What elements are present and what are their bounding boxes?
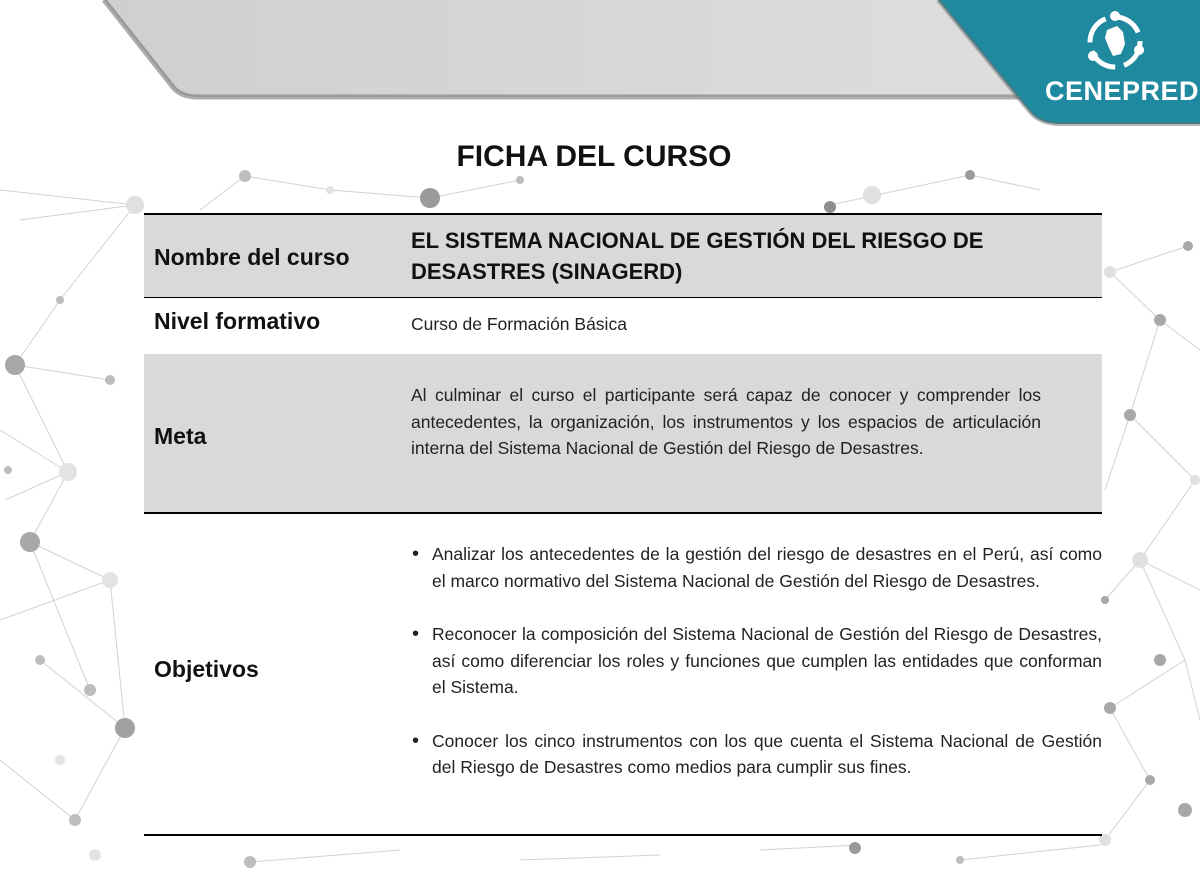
objective-item: • Analizar los antecedentes de la gestión del riesgo de desastres en el Perú, así como el marco normativo del Sistema Nacional de Gestión del Riesgo de Desastres.: [412, 541, 1102, 594]
row-course-name: [144, 215, 1102, 297]
table-bottom-border: [144, 834, 1102, 836]
brand-name: CENEPRED: [1045, 76, 1200, 106]
objectives-list: [412, 541, 1102, 781]
cenepred-logo-icon: [1083, 10, 1147, 74]
objectives-list-container: [412, 541, 1102, 808]
objectives-label: Objetivos: [154, 656, 259, 682]
network-nodes-right: [1099, 241, 1200, 846]
network-pattern-right: [1105, 246, 1200, 840]
level-label: Nivel formativo: [154, 308, 321, 334]
objective-item: • Reconocer la composición del Sistema Nacional de Gestión del Riesgo de Desastres, así como diferenciar los roles y funciones que cumplen las entidades que conforman el Sistema.: [412, 621, 1102, 701]
row-level: [144, 298, 1102, 354]
row-goal: [144, 354, 1102, 512]
row-objectives: [144, 514, 1102, 834]
goal-value: Al culminar el curso el participante será capaz de conocer y comprender los antecedentes, la organización, los instrumentos y los espacios de articulación interna del Sistema Nacional de Gestión del Riesgo de Desastres.: [411, 385, 1041, 458]
goal-label: Meta: [154, 423, 207, 449]
top-banner: [104, 0, 1042, 97]
course-name-label: Nombre del curso: [154, 244, 350, 270]
objective-item: • Conocer los cinco instrumentos con los que cuenta el Sistema Nacional de Gestión del Riesgo de Desastres como medios para cumplir sus fines.: [412, 728, 1102, 781]
page-title: FICHA DEL CURSO: [456, 140, 732, 173]
course-name-value: EL SISTEMA NACIONAL DE GESTIÓN DEL RIESGO DE DESASTRES (SINAGERD): [411, 228, 984, 284]
level-value: Curso de Formación Básica: [411, 314, 627, 334]
